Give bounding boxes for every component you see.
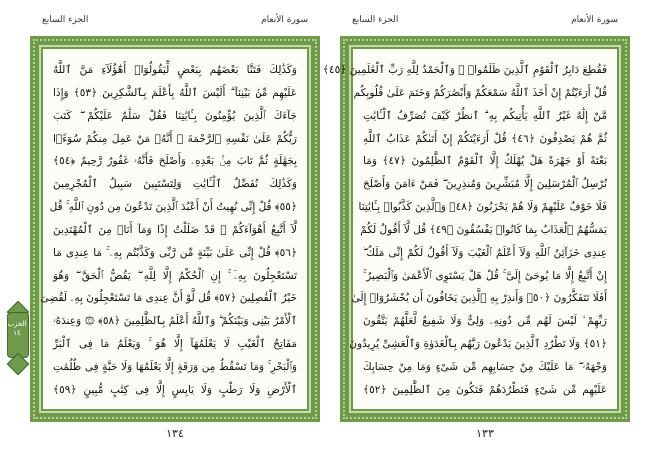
text-line: رَبُّكُمْ عَلَىٰ نَفْسِهِ ٱلرَّحْمَةَ ۖ أَنَّهُۥ مَنْ عَمِلَ مِنكُمْ سُوٓءًۢا — [53, 132, 297, 145]
juz-label: الجزء السابع — [352, 15, 399, 25]
text-line: نُرْسِلُ ٱلْمُرْسَلِينَ إِلَّا مُبَشِّرِينَ وَمُنذِرِينَ ۖ فَمَنْ ءَامَنَ وَأَصْلَحَ — [363, 178, 607, 191]
ornamental-frame — [30, 36, 320, 422]
juz-label: الجزء السابع — [42, 15, 89, 25]
text-line: فَقُطِعَ دَابِرُ ٱلْقَوْمِ ٱلَّذِينَ ظَلَمُوا۟ ۚ وَٱلْحَمْدُ لِلَّهِ رَبِّ ٱلْعَٰلَمِينَ ﴿٤٥﴾ — [322, 64, 607, 76]
page-header — [30, 14, 320, 30]
text-line: وَٱلْبَحْرِ ۚ وَمَا تَسْقُطُ مِن وَرَقَةٍ إِلَّا يَعْلَمُهَا وَلَا حَبَّةٍ فِى ظُلُمَٰتِ — [53, 360, 297, 373]
surah-label: سورة الأنعام — [571, 15, 618, 25]
text-line: مَّنْ إِلَٰهٌ غَيْرُ ٱللَّهِ يَأْتِيكُم بِهِ ۗ ٱنظُرْ كَيْفَ نُصَرِّفُ ٱلْـَٔايَٰتِ — [363, 109, 607, 122]
text-line: جَآءَكَ ٱلَّذِينَ يُؤْمِنُونَ بِـَٔايَٰتِنَا فَقُلْ سَلَٰمٌ عَلَيْكُمْ ۖ كَتَبَ — [53, 109, 297, 122]
text-line: بِجَهَٰلَةٍ ثُمَّ تَابَ مِنۢ بَعْدِهِۦ وَأَصْلَحَ فَأَنَّهُۥ غَفُورٌ رَّحِيمٌ ﴿٥٤﴾ — [53, 155, 297, 168]
hizb-marker — [4, 298, 30, 370]
text-line: وَكَذَٰلِكَ فَتَنَّا بَعْضَهُم بِبَعْضٍ لِّيَقُولُوٓا۟ أَهَٰٓؤُلَآءِ مَنَّ ٱللَّهُ — [53, 64, 297, 76]
text-line: قُلْ أَرَءَيْتُمْ إِنْ أَخَذَ ٱللَّهُ سَمْعَكُمْ وَأَبْصَٰرَكُمْ وَخَتَمَ عَلَىٰ قُلُوبِكُم — [353, 86, 607, 99]
page-header — [340, 14, 630, 30]
left-page — [30, 14, 320, 440]
text-line: أَفَلَا تَتَفَكَّرُونَ ﴿٥٠﴾ وَأَنذِرْ بِهِ ٱلَّذِينَ يَخَافُونَ أَن يُحْشَرُوٓا۟ إِلَىٰ — [351, 292, 607, 305]
verse-text — [40, 59, 298, 401]
text-line: لَّآ أَتَّبِعُ أَهْوَآءَكُمْ ۙ قَدْ ضَلَلْتُ إِذًا وَمَآ أَنَا۠ مِنَ ٱلْمُهْتَدِينَ — [53, 223, 297, 236]
text-line: ﴿٥٦﴾ قُلْ إِنِّى عَلَىٰ بَيِّنَةٍ مِّن رَّبِّى وَكَذَّبْتُم بِهِۦ ۚ مَا عِندِى مَا — [53, 246, 297, 259]
text-line: عَلَيْهِم مِّن شَىْءٍ فَتَطْرُدَهُمْ فَتَكُونَ مِنَ ٱلظَّٰلِمِينَ ﴿٥٢﴾ — [363, 383, 607, 396]
verse-text — [322, 59, 607, 401]
text-line: خَيْرُ ٱلْفَٰصِلِينَ ﴿٥٧﴾ قُل لَّوْ أَنَّ عِندِى مَا تَسْتَعْجِلُونَ بِهِۦ لَقُضِىَ — [40, 292, 297, 305]
text-line: تَسْتَعْجِلُونَ بِهِۦٓ ۚ إِنِ ٱلْحُكْمُ إِلَّا لِلَّهِ ۖ يَقُصُّ ٱلْحَقَّ ۖ وَهُوَ — [53, 269, 297, 282]
text-line: وَكَذَٰلِكَ نُفَصِّلُ ٱلْـَٔايَٰتِ وَلِتَسْتَبِينَ سَبِيلُ ٱلْمُجْرِمِينَ — [53, 178, 297, 191]
surah-label: سورة الأنعام — [261, 15, 308, 25]
text-line: وَجْهَهُۥ ۖ مَا عَلَيْكَ مِنْ حِسَابِهِم مِّن شَىْءٍ وَمَا مِنْ حِسَابِكَ — [363, 360, 607, 373]
text-line: ٱلْأَرْضِ وَلَا رَطْبٍ وَلَا يَابِسٍ إِلَّا فِى كِتَٰبٍ مُّبِينٍ ﴿٥٩﴾ — [53, 383, 297, 396]
text-line: ﴿٥١﴾ وَلَا تَطْرُدِ ٱلَّذِينَ يَدْعُونَ رَبَّهُم بِٱلْغَدَوٰةِ وَٱلْعَشِىِّ يُرِيدُونَ — [349, 338, 607, 351]
page-number: ١٣٤ — [166, 427, 184, 440]
text-line: ٱلْأَمْرُ بَيْنِى وَبَيْنَكُمْ ۗ وَٱللَّهُ أَعْلَمُ بِٱلظَّٰلِمِينَ ﴿٥٨﴾ ۞ وَعِندَهُۥ — [53, 315, 298, 328]
text-line: عَلَيْهِم مِّنۢ بَيْنِنَآ ۗ أَلَيْسَ ٱللَّهُ بِأَعْلَمَ بِٱلشَّٰكِرِينَ ﴿٥٣﴾ وَإِذَا — [53, 86, 297, 99]
text-line: ثُمَّ هُمْ يَصْدِفُونَ ﴿٤٦﴾ قُلْ أَرَءَيْتَكُمْ إِنْ أَتَىٰكُمْ عَذَابُ ٱللَّهِ — [363, 132, 607, 145]
text-line: إِنْ أَتَّبِعُ إِلَّا مَا يُوحَىٰٓ إِلَىَّ ۚ قُلْ هَلْ يَسْتَوِى ٱلْأَعْمَىٰ وَٱلْبَصِيرُ ۚ — [363, 269, 607, 282]
text-line: بَغْتَةً أَوْ جَهْرَةً هَلْ يُهْلَكُ إِلَّا ٱلْقَوْمُ ٱلظَّٰلِمُونَ ﴿٤٧﴾ وَمَا — [363, 155, 607, 168]
text-line: عِندِى خَزَآئِنُ ٱللَّهِ وَلَآ أَعْلَمُ ٱلْغَيْبَ وَلَآ أَقُولُ لَكُمْ إِنِّى مَلَكٌ ۖ — [363, 246, 607, 259]
text-line: يَمَسُّهُمُ ٱلْعَذَابُ بِمَا كَانُوا۟ يَفْسُقُونَ ﴿٤٩﴾ قُل لَّآ أَقُولُ لَكُمْ — [360, 223, 607, 236]
text-line: فَلَا خَوْفٌ عَلَيْهِمْ وَلَا هُمْ يَحْزَنُونَ ﴿٤٨﴾ وَٱلَّذِينَ كَذَّبُوا۟ بِـَٔايَٰتِنَا — [358, 201, 607, 214]
hizb-label: الحزب ١٤ — [7, 320, 27, 337]
page-number: ١٣٣ — [476, 427, 494, 440]
right-page — [322, 14, 630, 440]
text-line: مَفَاتِحُ ٱلْغَيْبِ لَا يَعْلَمُهَآ إِلَّا هُوَ ۚ وَيَعْلَمُ مَا فِى ٱلْبَرِّ — [53, 338, 297, 351]
ornamental-frame — [322, 36, 630, 422]
text-line: رَبِّهِمْ ۙ لَيْسَ لَهُم مِّن دُونِهِۦ وَلِىٌّ وَلَا شَفِيعٌ لَّعَلَّهُمْ يَتَّقُونَ — [363, 315, 607, 328]
text-line: ﴿٥٥﴾ قُلْ إِنِّى نُهِيتُ أَنْ أَعْبُدَ ٱلَّذِينَ تَدْعُونَ مِن دُونِ ٱللَّهِ ۚ قُل — [49, 201, 297, 214]
